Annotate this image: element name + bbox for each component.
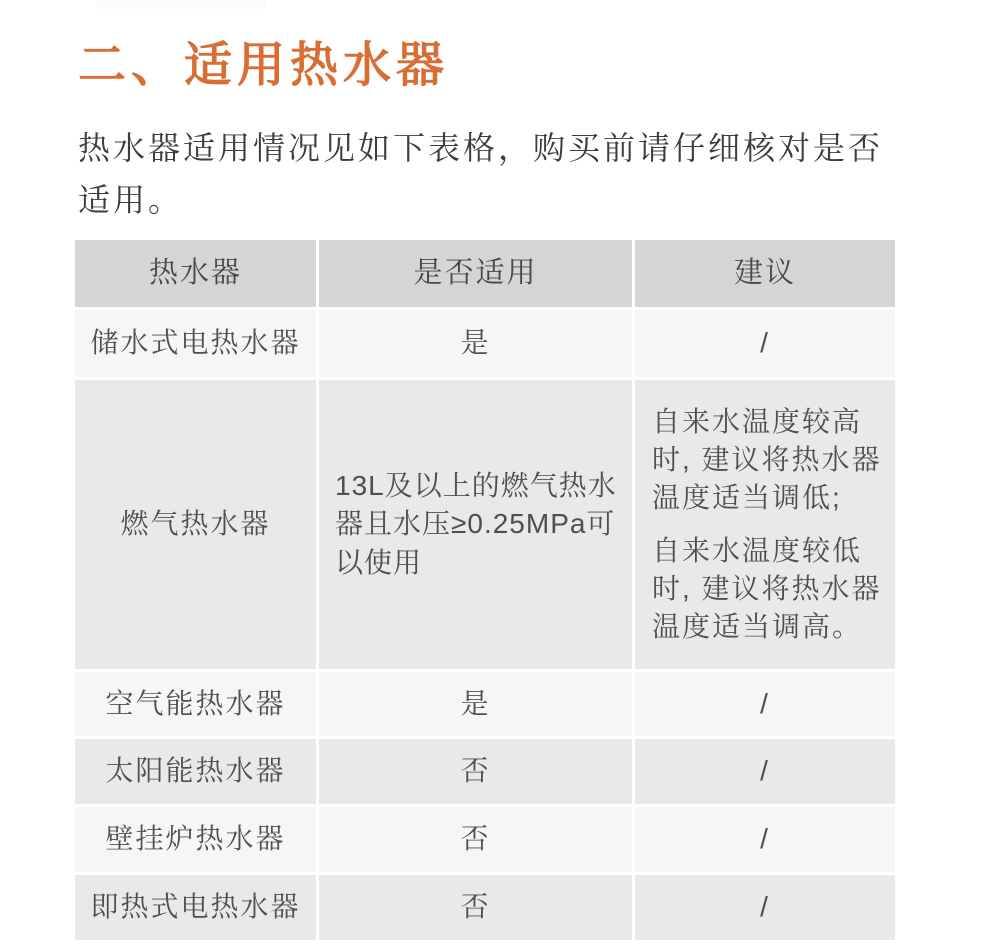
previous-section-remnant: [96, 0, 266, 9]
cell-heater-name: 壁挂炉热水器: [75, 807, 316, 872]
cell-suggestion: /: [635, 310, 895, 377]
cell-heater-name: 空气能热水器: [75, 672, 316, 736]
header-cell-applicable: 是否适用: [319, 240, 632, 307]
cell-heater-name: 燃气热水器: [75, 380, 316, 669]
heater-compatibility-table: [75, 240, 895, 940]
header-cell-heater: 热水器: [75, 240, 316, 307]
cell-applicable: 是: [319, 310, 632, 377]
cell-applicable: 否: [319, 739, 632, 804]
suggestion-paragraph: 自来水温度较高时, 建议将热水器温度适当调低;: [652, 405, 882, 513]
cell-suggestion: /: [635, 739, 895, 804]
cell-suggestion: /: [635, 672, 895, 736]
cell-heater-name: 储水式电热水器: [75, 310, 316, 377]
cell-applicable: 是: [319, 672, 632, 736]
cell-suggestion: [635, 380, 895, 669]
cell-heater-name: 即热式电热水器: [75, 875, 316, 940]
cell-applicable: 13L及以上的燃气热水器且水压≥0.25MPa可以使用: [319, 380, 632, 669]
section-title: 二、适用热水器: [78, 39, 450, 92]
cell-suggestion: /: [635, 875, 895, 940]
intro-text: 热水器适用情况见如下表格，购买前请仔细核对是否适用。: [78, 130, 884, 218]
cell-applicable: 否: [319, 875, 632, 940]
suggestion-paragraph: 自来水温度较低时, 建议将热水器温度适当调高。: [652, 535, 882, 643]
header-cell-suggestion: 建议: [635, 240, 895, 307]
cell-suggestion: /: [635, 807, 895, 872]
cell-heater-name: 太阳能热水器: [75, 739, 316, 804]
cell-applicable: 否: [319, 807, 632, 872]
